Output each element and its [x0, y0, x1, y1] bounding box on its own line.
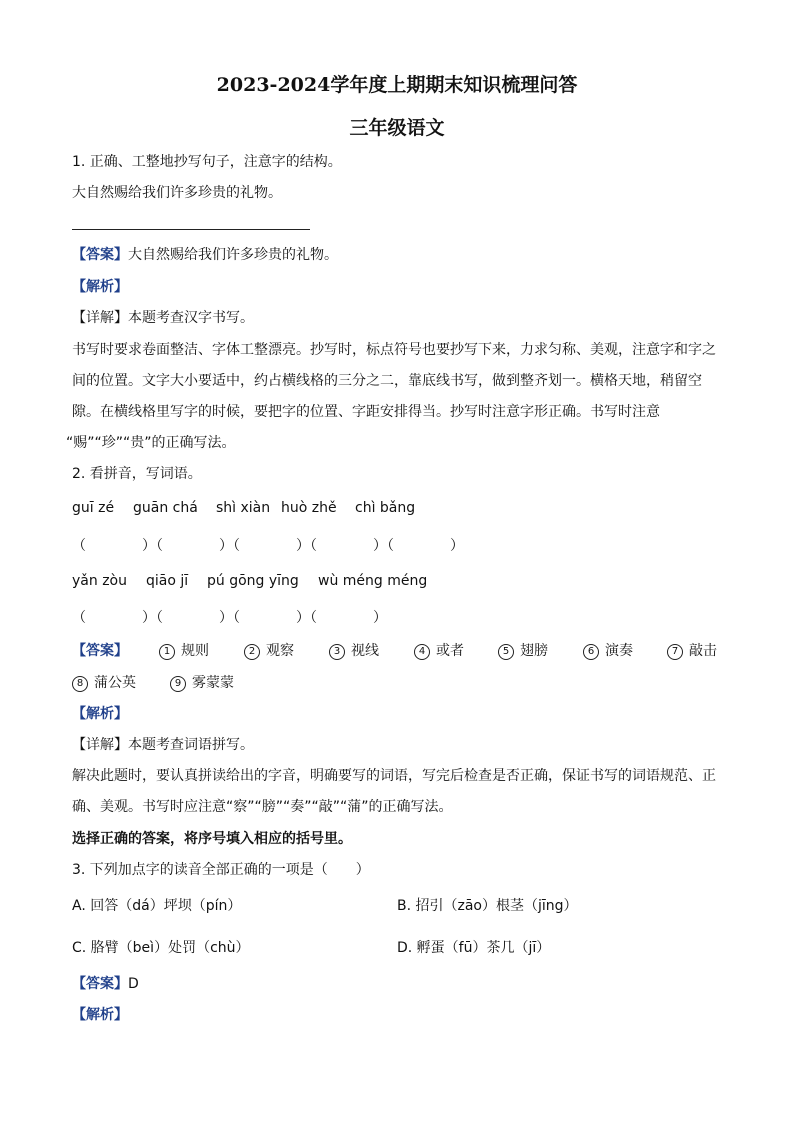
answer-item [498, 640, 548, 660]
q1-answer [72, 244, 338, 264]
q1-answer-text: 大自然赐给我们许多珍贵的礼物。 [128, 247, 338, 263]
pinyin-item: guān chá [133, 500, 198, 516]
q1-detail [72, 307, 254, 327]
answer-word: 翅膀 [520, 643, 548, 659]
detail-tag: 【详解】 [72, 310, 128, 326]
circled-number: 1 [159, 644, 175, 660]
answer-word: 观察 [266, 643, 294, 659]
answer-word: 视线 [351, 643, 379, 659]
answer-item [329, 640, 379, 660]
detail-tag: 【详解】 [72, 737, 128, 753]
answer-tag: 【答案】 [72, 247, 128, 263]
q2-explain-line: 确、美观。书写时应注意“察”“膀”“奏”“敲”“蒲”的正确写法。 [72, 799, 453, 815]
pinyin-item: qiāo jī [146, 573, 189, 589]
pinyin-item: huò zhě [281, 500, 337, 516]
analysis-tag: 【解析】 [72, 706, 128, 722]
answer-item [667, 640, 717, 660]
circled-number: 6 [583, 644, 599, 660]
q1-analysis [72, 276, 128, 296]
q1-explain-line: “赐”“珍”“贵”的正确写法。 [66, 435, 236, 451]
answer-brackets-row[interactable]: （ ）（ ）（ ）（ ） [72, 610, 387, 626]
q2-analysis [72, 703, 128, 723]
q3-analysis [72, 1004, 128, 1024]
q1-sentence: 大自然赐给我们许多珍贵的礼物。 [72, 185, 282, 201]
q2-answer-tag [72, 640, 128, 660]
pinyin-item: chì bǎng [355, 500, 416, 516]
option-d[interactable]: D. 孵蛋（fū）茶几（jī） [397, 940, 551, 956]
option-b[interactable]: B. 招引（zāo）根茎（jīng） [397, 898, 578, 914]
q2-stem: 2. 看拼音，写词语。 [72, 466, 202, 482]
answer-item [170, 672, 234, 692]
q1-explain-line: 隙。在横线格里写字的时候，要把字的位置、字距安排得当。抄写时注意字形正确。书写时注意 [72, 404, 660, 420]
circled-number: 7 [667, 644, 683, 660]
q1-stem: 1. 正确、工整地抄写句子，注意字的结构。 [72, 154, 342, 170]
answer-item [583, 640, 633, 660]
answer-tag: 【答案】 [72, 976, 128, 992]
option-a[interactable]: A. 回答（dá）坪坝（pín） [72, 898, 242, 914]
analysis-tag: 【解析】 [72, 1007, 128, 1023]
q2-explain-line: 解决此题时，要认真拼读给出的字音，明确要写的词语，写完后检查是否正确，保证书写的词语规范、正 [72, 768, 716, 784]
circled-number: 8 [72, 676, 88, 692]
answer-word: 蒲公英 [94, 675, 136, 691]
q1-explain-line: 书写时要求卷面整洁、字体工整漂亮。抄写时，标点符号也要抄写下来，力求匀称、美观，注意字和字之 [72, 342, 716, 358]
answer-word: 或者 [436, 643, 464, 659]
answer-item [414, 640, 464, 660]
circled-number: 3 [329, 644, 345, 660]
answer-tag: 【答案】 [72, 643, 128, 659]
pinyin-item: pú gōng yīng [207, 573, 299, 589]
pinyin-item: wù méng méng [318, 573, 428, 589]
q1-detail-text: 本题考查汉字书写。 [128, 310, 254, 326]
answer-word: 敲击 [689, 643, 717, 659]
q3-stem: 3. 下列加点字的读音全部正确的一项是（ ） [72, 862, 370, 878]
q2-detail-text: 本题考查词语拼写。 [128, 737, 254, 753]
option-c[interactable]: C. 胳臂（beì）处罚（chù） [72, 940, 250, 956]
answer-word: 演奏 [605, 643, 633, 659]
q2-detail [72, 734, 254, 754]
q3-answer-text: D [128, 976, 139, 992]
q1-writing-line [72, 229, 310, 230]
answer-word: 规则 [181, 643, 209, 659]
answer-brackets-row[interactable]: （ ）（ ）（ ）（ ）（ ） [72, 538, 464, 554]
pinyin-item: shì xiàn [216, 500, 271, 516]
answer-item [72, 672, 136, 692]
circled-number: 4 [414, 644, 430, 660]
document-title: 2023-2024学年度上期期末知识梳理问答 [216, 74, 578, 96]
circled-number: 9 [170, 676, 186, 692]
pinyin-item: yǎn zòu [72, 573, 127, 589]
q3-answer [72, 973, 139, 993]
circled-number: 5 [498, 644, 514, 660]
pinyin-item: guī zé [72, 500, 115, 516]
answer-item [159, 640, 209, 660]
answer-word: 雾蒙蒙 [192, 675, 234, 691]
circled-number: 2 [244, 644, 260, 660]
answer-item [244, 640, 294, 660]
analysis-tag: 【解析】 [72, 279, 128, 295]
document-subtitle: 三年级语文 [349, 117, 445, 139]
q1-explain-line: 间的位置。文字大小要适中，约占横线格的三分之二，靠底线书写，做到整齐划一。横格天地，稍留空 [72, 373, 702, 389]
section-heading: 选择正确的答案，将序号填入相应的括号里。 [72, 831, 352, 847]
